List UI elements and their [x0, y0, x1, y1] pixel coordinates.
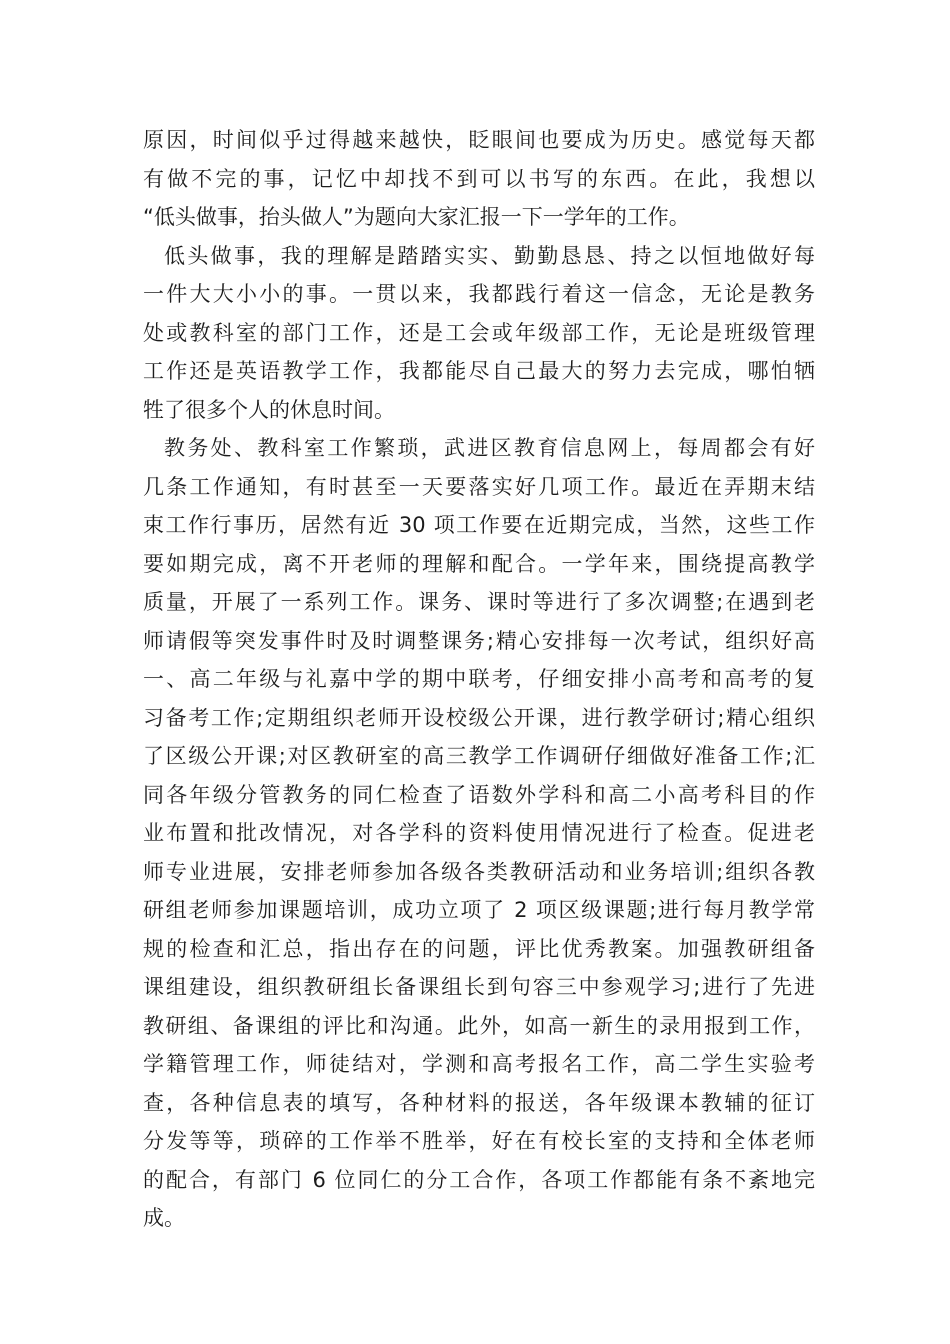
paragraph-3-line-17: 学籍管理工作，师徒结对，学测和高考报名工作，高二学生实验考 [143, 1052, 815, 1076]
paragraph-1-line-3: “低头做事，抬头做人”为题向大家汇报一下一学年的工作。 [143, 205, 690, 229]
paragraph-3-line-11: 业布置和批改情况，对各学科的资料使用情况进行了检查。促进老 [143, 821, 815, 845]
paragraph-2-line-2: 一件大大小小的事。一贯以来，我都践行着这一信念，无论是教务 [143, 282, 815, 306]
document-body [143, 121, 815, 1238]
paragraph-2-line-1: 低头做事，我的理解是踏踏实实、勤勤恳恳、持之以恒地做好每 [164, 243, 815, 268]
paragraph-3-line-3: 束工作行事历，居然有近 30 项工作要在近期完成，当然，这些工作 [143, 513, 815, 537]
paragraph-3-line-9: 了区级公开课;对区教研室的高三教学工作调研仔细做好准备工作;汇 [143, 744, 815, 768]
paragraph-3-line-7: 一、高二年级与礼嘉中学的期中联考，仔细安排小高考和高考的复 [143, 667, 815, 691]
paragraph-3-line-18: 查，各种信息表的填写，各种材料的报送，各年级课本教辅的征订 [143, 1090, 815, 1115]
paragraph-1-line-2: 有做不完的事，记忆中却找不到可以书写的东西。在此，我想以 [143, 166, 815, 191]
paragraph-3-line-21: 成。 [143, 1206, 185, 1230]
paragraph-2-line-4: 工作还是英语教学工作，我都能尽自己最大的努力去完成，哪怕牺 [143, 359, 815, 383]
paragraph-3-line-14: 规的检查和汇总，指出存在的问题，评比优秀教案。加强教研组备 [143, 936, 815, 961]
paragraph-3-line-4: 要如期完成，离不开老师的理解和配合。一学年来，围绕提高教学 [143, 551, 815, 576]
paragraph-3-line-15: 课组建设，组织教研组长备课组长到句容三中参观学习;进行了先进 [143, 975, 815, 999]
paragraph-3-line-20: 的配合，有部门 6 位同仁的分工合作，各项工作都能有条不紊地完 [143, 1167, 815, 1192]
paragraph-3-line-12: 师专业进展，安排老师参加各级各类教研活动和业务培训;组织各教 [143, 859, 815, 884]
paragraph-3-line-8: 习备考工作;定期组织老师开设校级公开课，进行教学研讨;精心组织 [143, 705, 815, 730]
paragraph-2-line-5: 牲了很多个人的休息时间。 [143, 397, 395, 422]
paragraph-3-line-10: 同各年级分管教务的同仁检查了语数外学科和高二小高考科目的作 [143, 782, 815, 807]
paragraph-3-line-1: 教务处、教科室工作繁琐，武进区教育信息网上，每周都会有好 [164, 436, 815, 460]
paragraph-3-line-2: 几条工作通知，有时甚至一天要落实好几项工作。最近在弄期末结 [143, 474, 815, 499]
paragraph-1-line-1: 原因，时间似乎过得越来越快，眨眼间也要成为历史。感觉每天都 [143, 128, 815, 152]
paragraph-3-line-6: 师请假等突发事件时及时调整课务;精心安排每一次考试，组织好高 [143, 628, 815, 653]
paragraph-3-line-16: 教研组、备课组的评比和沟通。此外，如高一新生的录用报到工作， [143, 1013, 815, 1038]
paragraph-3-line-5: 质量，开展了一系列工作。课务、课时等进行了多次调整;在遇到老 [143, 590, 815, 614]
paragraph-3-line-19: 分发等等，琐碎的工作举不胜举，好在有校长室的支持和全体老师 [143, 1129, 815, 1153]
paragraph-3-line-13: 研组老师参加课题培训，成功立项了 2 项区级课题;进行每月教学常 [143, 898, 815, 922]
paragraph-2-line-3: 处或教科室的部门工作，还是工会或年级部工作，无论是班级管理 [143, 320, 815, 345]
